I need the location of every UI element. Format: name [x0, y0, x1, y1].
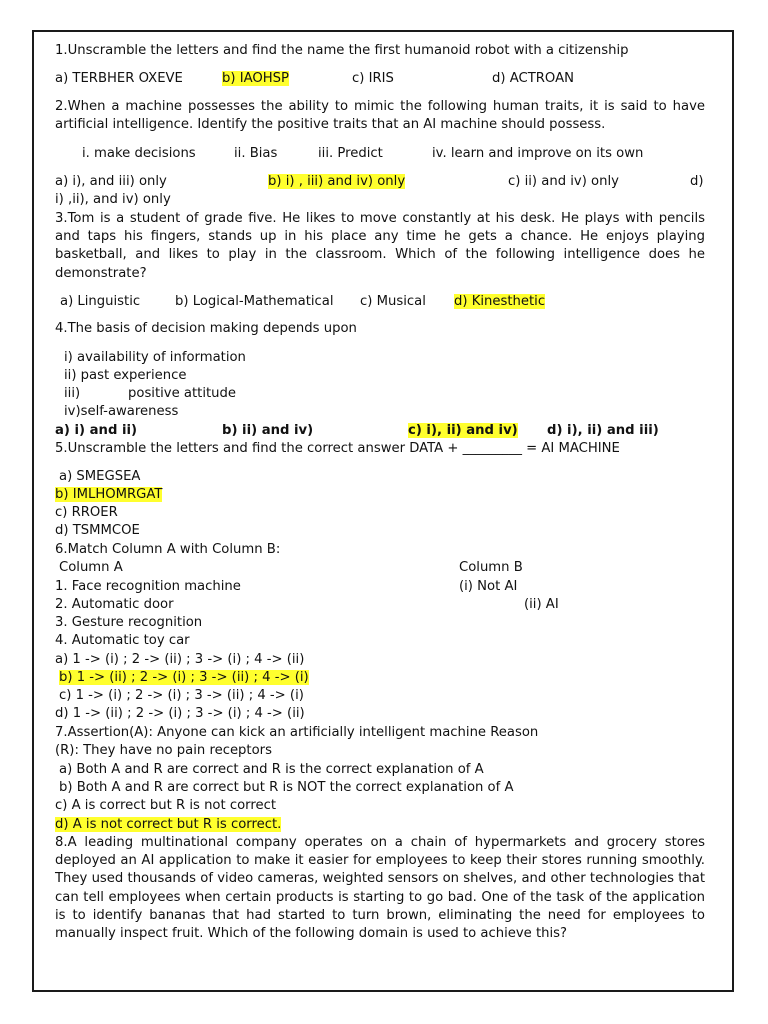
q6-option-a: a) 1 -> (i) ; 2 -> (ii) ; 3 -> (i) ; 4 -> (ii) [55, 652, 305, 667]
q1-option-b-answer: b) IAOHSP [222, 71, 290, 86]
q4-item-3-text: positive attitude [128, 386, 237, 401]
column-a-item-1: 1. Face recognition machine [55, 579, 241, 594]
q4-item-2: ii) past experience [64, 368, 187, 383]
q2-option-a: a) i), and iii) only [55, 174, 167, 189]
q3-option-a: a) Linguistic [60, 294, 141, 309]
question-8-text: 8.A leading multinational company operates on a chain of hypermarkets and grocery stores deployed an AI application to make it easier for employees to keep their stores running smoothly. They used thousands of video cameras, weighted sensors on shelves, and other technologies that can tell employees when certain products is starting to go bad. One of the task of the application is to identify bananas that had started to turn brown, eliminating the need for employees to manually inspect fruit. Which of the following domain is used to achieve this? [55, 835, 705, 942]
q4-option-a: a) i) and ii) [55, 423, 138, 438]
q7-option-c: c) A is correct but R is not correct [55, 798, 277, 813]
q2-option-d-text: i) ,ii), and iv) only [55, 192, 171, 207]
q7-option-b: b) Both A and R are correct but R is NOT the correct explanation of A [59, 780, 514, 795]
column-a-header: Column A [59, 560, 123, 575]
question-7-reason: (R): They have no pain receptors [55, 743, 272, 758]
q6-option-c: c) 1 -> (i) ; 2 -> (i) ; 3 -> (ii) ; 4 -> (i) [59, 688, 304, 703]
q4-item-1: i) availability of information [64, 350, 246, 365]
question-1-text: 1.Unscramble the letters and find the name the first humanoid robot with a citizenship [55, 43, 629, 58]
q6-option-b-answer: b) 1 -> (ii) ; 2 -> (i) ; 3 -> (ii) ; 4 -> (i) [59, 670, 309, 685]
q2-trait-3: iii. Predict [318, 146, 383, 161]
q3-option-b: b) Logical-Mathematical [175, 294, 334, 309]
q2-option-d: d) [690, 174, 704, 189]
q1-option-c: c) IRIS [352, 71, 394, 86]
q5-option-a: a) SMEGSEA [59, 469, 141, 484]
question-3-text: 3.Tom is a student of grade five. He likes to move constantly at his desk. He plays with pencils and taps his fingers, stands up in his place any time he gets a chance. He enjoys playing basketball, and likes to play in the classroom. Which of the following intelligence does he demonstrate? [55, 211, 705, 281]
question-4-text: 4.The basis of decision making depends upon [55, 321, 357, 336]
q3-option-d-answer: d) Kinesthetic [454, 294, 546, 309]
q3-option-c: c) Musical [360, 294, 426, 309]
q4-option-b: b) ii) and iv) [222, 423, 314, 438]
q6-option-d: d) 1 -> (ii) ; 2 -> (i) ; 3 -> (i) ; 4 -> (ii) [55, 706, 305, 721]
q2-option-b-answer: b) i) , iii) and iv) only [268, 174, 406, 189]
q4-option-d: d) i), ii) and iii) [547, 423, 659, 438]
q7-option-a: a) Both A and R are correct and R is the correct explanation of A [59, 762, 484, 777]
q2-trait-1: i. make decisions [82, 146, 196, 161]
q5-option-c: c) RROER [55, 505, 118, 520]
q2-trait-2: ii. Bias [234, 146, 278, 161]
q4-item-3-label: iii) [64, 386, 81, 401]
column-a-item-3: 3. Gesture recognition [55, 615, 203, 630]
q1-option-d: d) ACTROAN [492, 71, 574, 86]
q7-option-d-answer: d) A is not correct but R is correct. [55, 817, 282, 832]
column-b-header: Column B [459, 560, 523, 575]
column-b-item-2: (ii) AI [524, 597, 559, 612]
q1-option-a: a) TERBHER OXEVE [55, 71, 183, 86]
q5-option-d: d) TSMMCOE [55, 523, 140, 538]
q2-option-c: c) ii) and iv) only [508, 174, 619, 189]
q4-option-c-answer: c) i), ii) and iv) [408, 423, 518, 438]
question-2-text: 2.When a machine possesses the ability to mimic the following human traits, it is said to have artificial intelligence. Identify the positive traits that an AI machine should possess. [55, 99, 705, 133]
question-6-text: 6.Match Column A with Column B: [55, 542, 281, 557]
column-a-item-4: 4. Automatic toy car [55, 633, 190, 648]
q2-trait-4: iv. learn and improve on its own [432, 146, 644, 161]
column-b-item-1: (i) Not AI [459, 579, 518, 594]
question-5-text: 5.Unscramble the letters and find the correct answer DATA + _________ = AI MACHINE [55, 441, 620, 456]
q4-item-4: iv)self-awareness [64, 404, 179, 419]
q5-option-b-answer: b) IMLHOMRGAT [55, 487, 163, 502]
question-7-assertion: 7.Assertion(A): Anyone can kick an artificially intelligent machine Reason [55, 725, 539, 740]
column-a-item-2: 2. Automatic door [55, 597, 174, 612]
